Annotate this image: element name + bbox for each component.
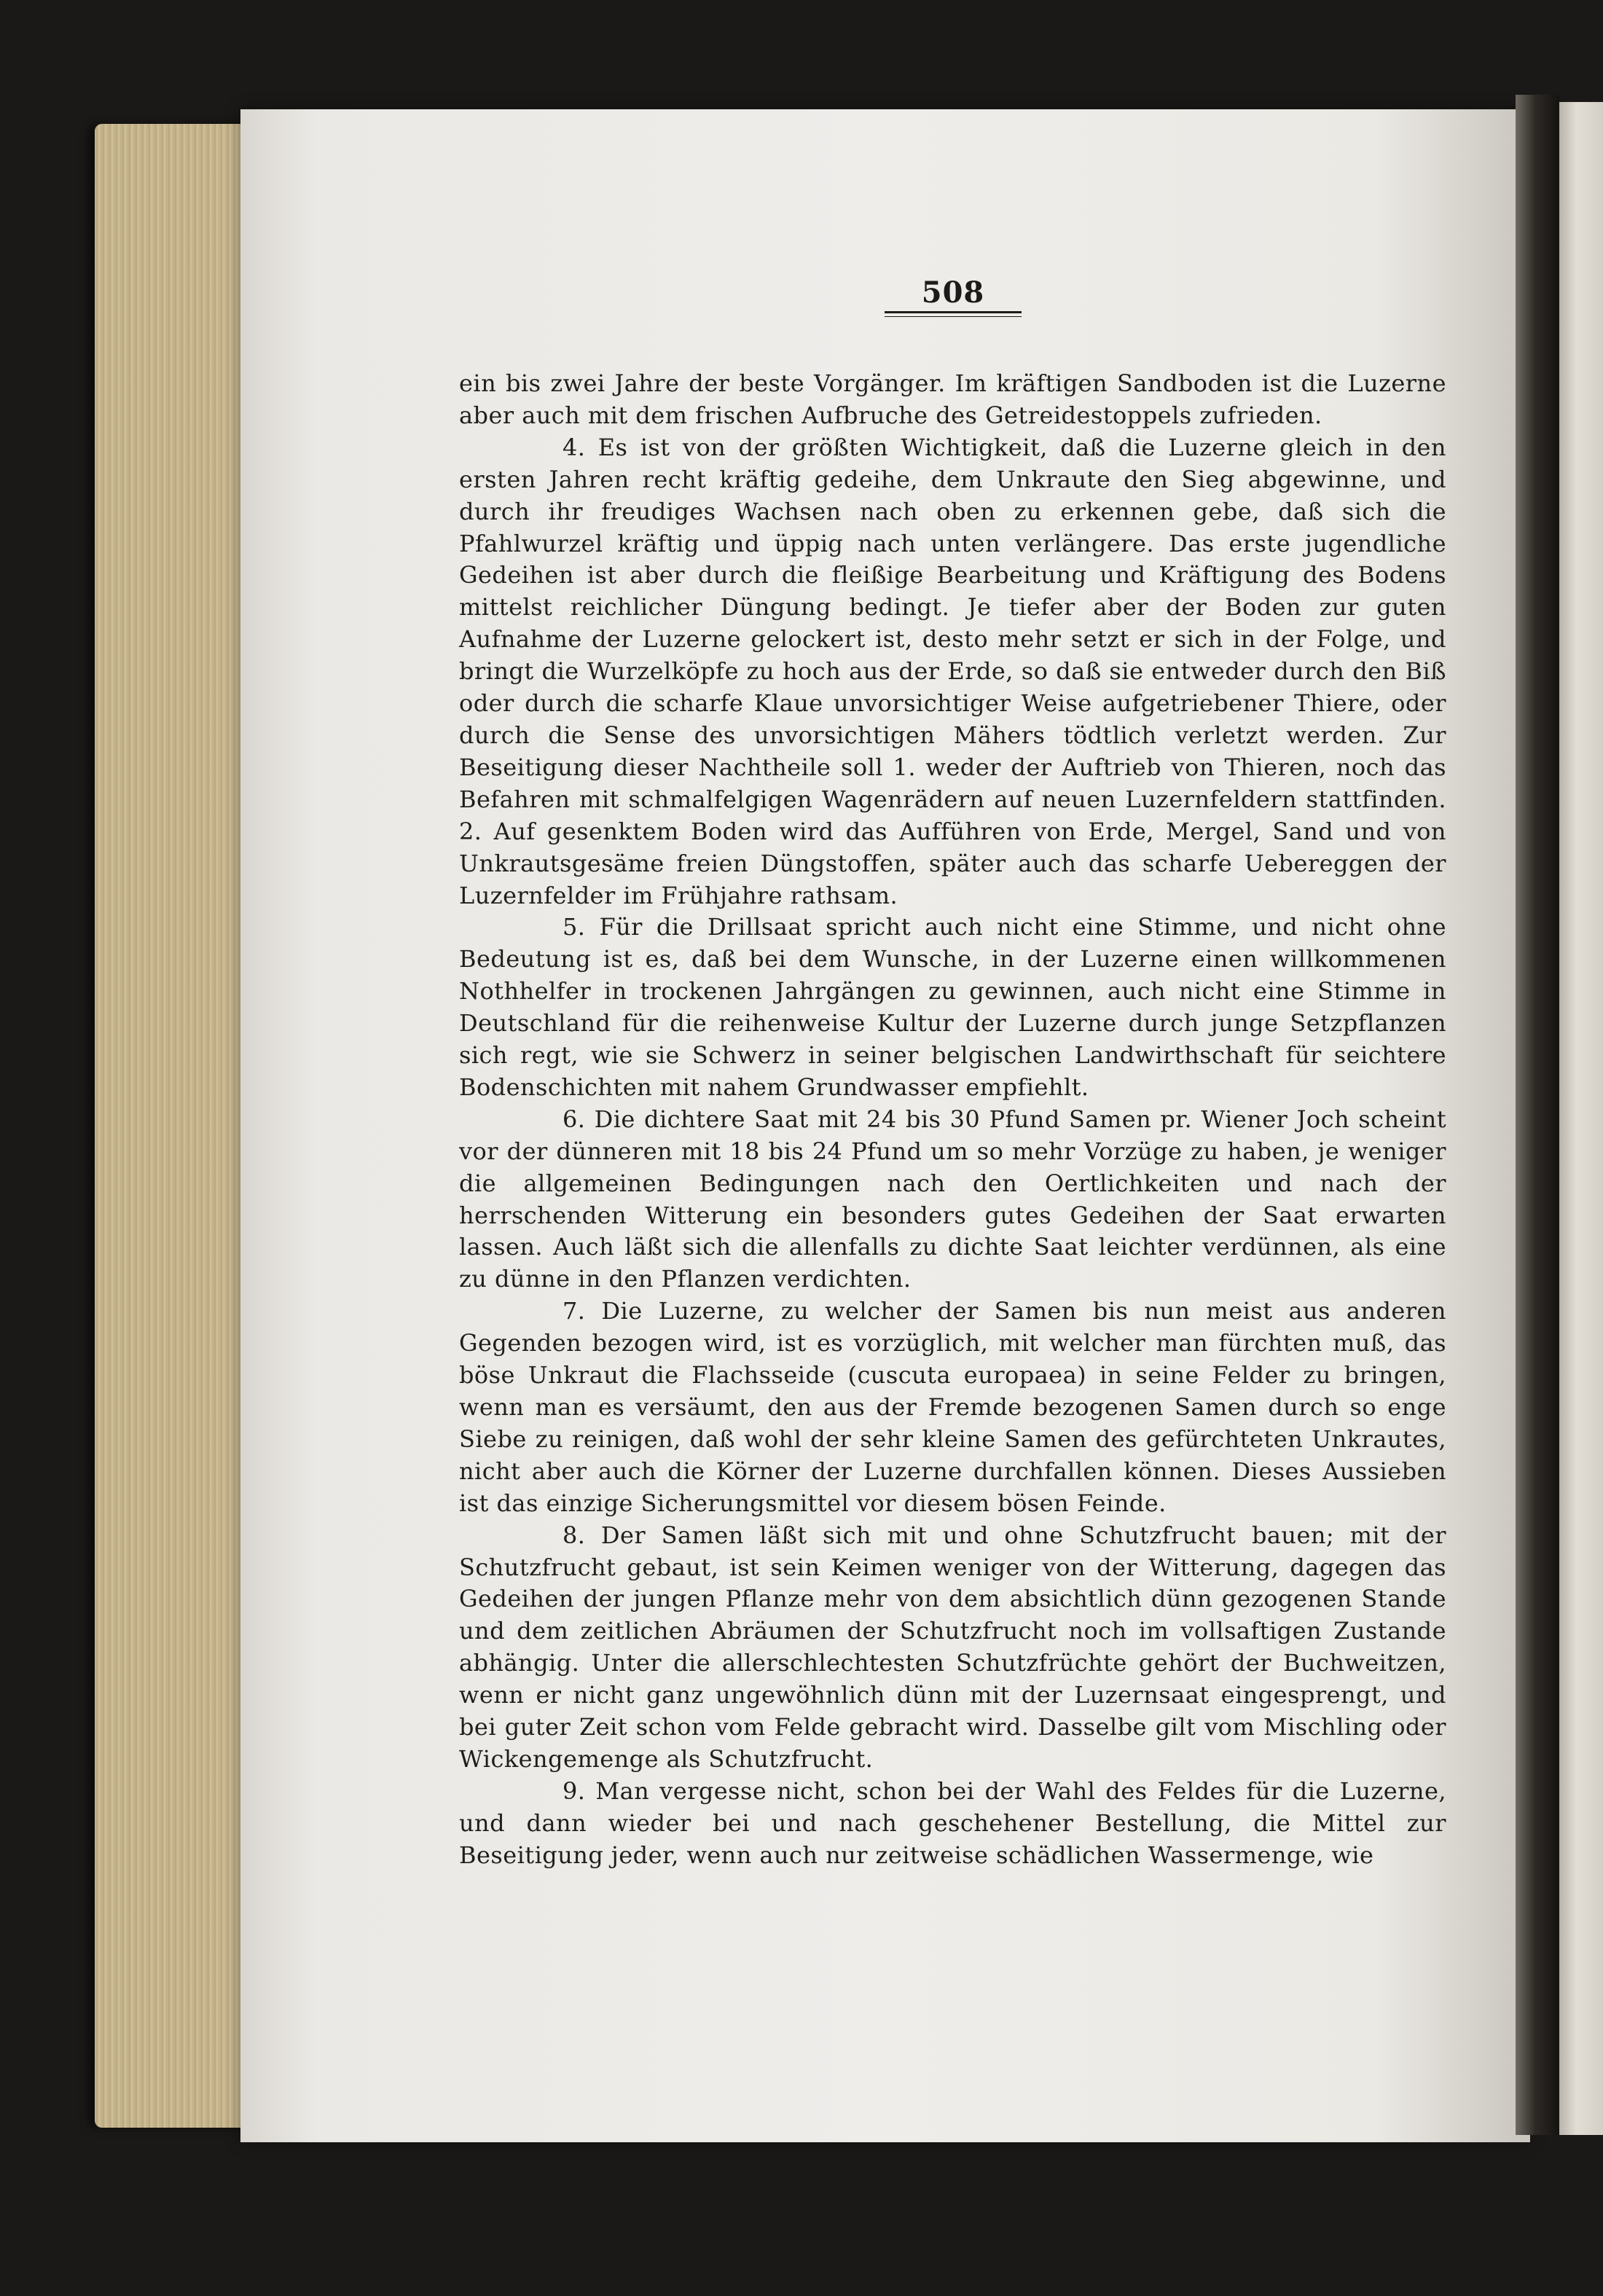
body-text: [459, 368, 1446, 1872]
spine-shadow: [1516, 95, 1559, 2135]
page-header: [873, 275, 1033, 317]
paragraph-9: 9. Man vergesse nicht, schon bei der Wahl des Feldes für die Luzerne, und dann wieder bei und nach geschehener Bestellung, die Mittel zur Beseitigung jeder, wenn auch nur zeitweise schädlichen Wassermenge, wie: [459, 1776, 1446, 1869]
paragraph-continuation: ein bis zwei Jahre der beste Vorgänger. Im kräftigen Sandboden ist die Luzerne aber auch mit dem frischen Aufbruche des Getreidestoppels zufrieden.: [459, 369, 1446, 429]
paragraph-4: 4. Es ist von der größten Wichtigkeit, daß die Luzerne gleich in den ersten Jahren recht kräftig gedeihe, dem Unkraute den Sieg abgewinne, und durch ihr freudiges Wachsen nach oben zu erkennen gebe, daß sich die Pfahlwurzel kräftig und üppig nach unten verlängere. Das erste jugendliche Gedeihen ist aber durch die fleißige Bearbeitung und Kräftigung des Bodens mittelst reichlicher Düngung bedingt. Je tiefer aber der Boden zur guten Aufnahme der Luzerne gelockert ist, desto mehr setzt er sich in der Folge, und bringt die Wurzelköpfe zu hoch aus der Erde, so daß sie entweder durch den Biß oder durch die scharfe Klaue unvorsichtiger Weise aufgetriebener Thiere, oder durch die Sense des unvorsichtigen Mähers tödtlich verletzt werden. Zur Beseitigung dieser Nachtheile soll 1. weder der Auftrieb von Thieren, noch das Befahren mit schmalfelgigen Wagenrädern auf neuen Luzernfeldern stattfinden. 2. Auf gesenktem Boden wird das Aufführen von Erde, Mergel, Sand und von Unkrautsgesäme freien Düngstoffen, später auch das scharfe Uebereggen der Luzernfelder im Frühjahre rathsam.: [459, 433, 1446, 909]
paragraph-5: 5. Für die Drillsaat spricht auch nicht eine Stimme, und nicht ohne Bedeutung ist es, daß bei dem Wunsche, in der Luzerne einen willkommenen Nothhelfer in trockenen Jahrgängen zu gewinnen, auch nicht eine Stimme in Deutschland für die reihenweise Kultur der Luzerne durch junge Setzpflanzen sich regt, wie sie Schwerz in seiner belgischen Landwirthschaft für seichtere Bodenschichten mit nahem Grundwasser empfiehlt.: [459, 913, 1446, 1101]
paragraph-8: 8. Der Samen läßt sich mit und ohne Schutzfrucht bauen; mit der Schutzfrucht gebaut, ist sein Keimen weniger von der Witterung, dagegen das Gedeihen der jungen Pflanze mehr von dem absichtlich dünn gezogenen Stande und dem zeitlichen Abräumen der Schutzfrucht noch im vollsaftigen Zustande abhängig. Unter die allerschlechtesten Schutzfrüchte gehört der Buchweitzen, wenn er nicht ganz ungewöhnlich dünn mit der Luzernsaat eingesprengt, und bei guter Zeit schon vom Felde gebracht wird. Dasselbe gilt vom Mischling oder Wickengemenge als Schutzfrucht.: [459, 1521, 1446, 1773]
paragraph-7: 7. Die Luzerne, zu welcher der Samen bis nun meist aus anderen Gegenden bezogen wird, ist es vorzüglich, mit welcher man fürchten muß, das böse Unkraut die Flachsseide (cuscuta europaea) in seine Felder zu bringen, wenn man es versäumt, den aus der Fremde bezogenen Samen durch so enge Siebe zu reinigen, daß wohl der sehr kleine Samen des gefürchteten Unkrautes, nicht aber auch die Körner der Luzerne durchfallen können. Dieses Aussieben ist das einzige Sicherungsmittel vor diesem bösen Feinde.: [459, 1297, 1446, 1517]
paragraph-6: 6. Die dichtere Saat mit 24 bis 30 Pfund Samen pr. Wiener Joch scheint vor der dünneren mit 18 bis 24 Pfund um so mehr Vorzüge zu haben, je weniger die allgemeinen Bedingungen nach den Oertlichkeiten und nach der herrschenden Witterung ein besonders gutes Gedeihen der Saat erwarten lassen. Auch läßt sich die allenfalls zu dichte Saat leichter verdünnen, als eine zu dünne in den Pflanzen verdichten.: [459, 1105, 1446, 1293]
page-number: 508: [921, 275, 985, 310]
facing-page: [1559, 102, 1603, 2135]
header-rule: [885, 311, 1022, 317]
